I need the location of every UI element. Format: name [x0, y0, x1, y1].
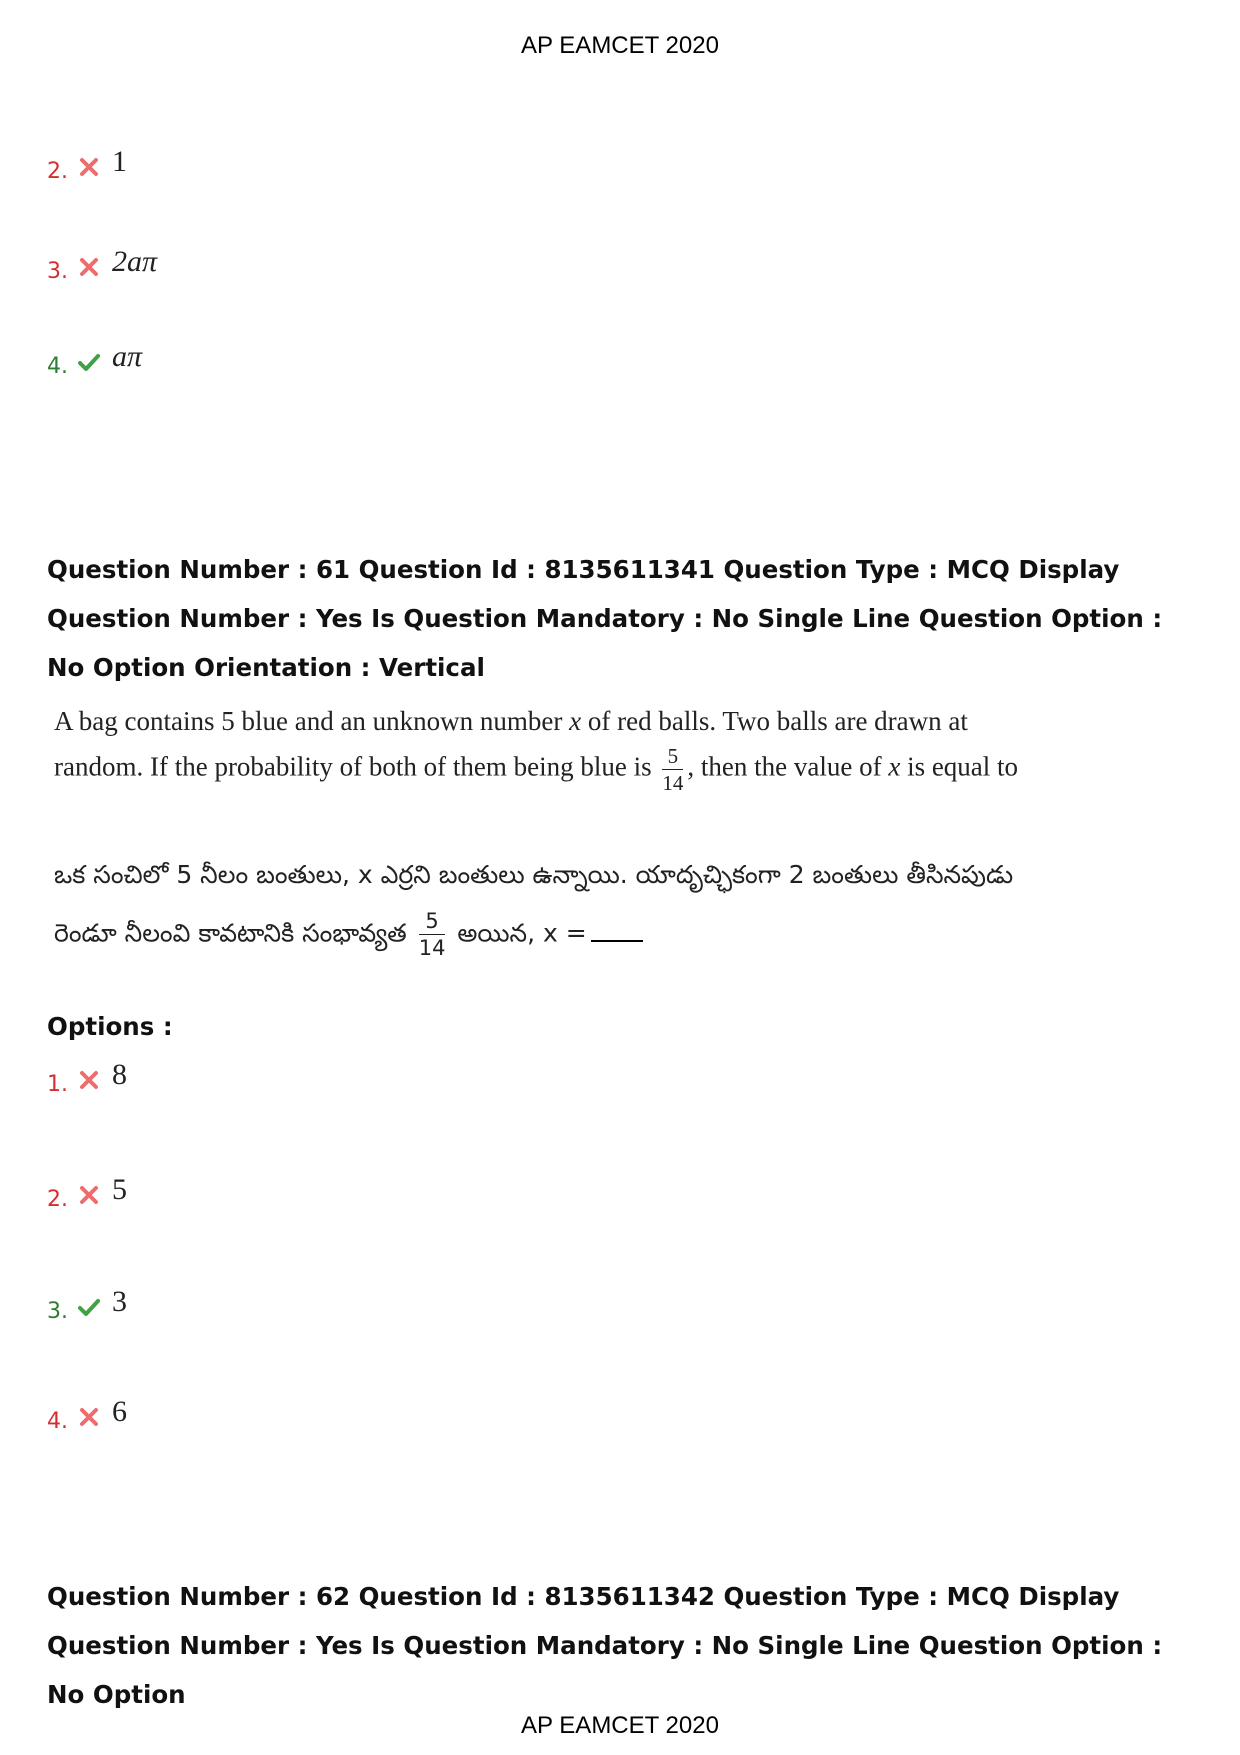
text: అయిన, x =	[457, 918, 587, 948]
fraction-numerator: 5	[662, 745, 683, 770]
option-value: 8	[112, 1058, 127, 1091]
page-footer: AP EAMCET 2020	[521, 1712, 719, 1739]
option-value: 3	[112, 1285, 127, 1318]
option-4[interactable]	[47, 1395, 447, 1435]
answer-blank	[591, 940, 643, 942]
option-1[interactable]	[47, 1058, 447, 1098]
options-label: Options :	[47, 1012, 173, 1041]
option-number: 3.	[47, 1299, 68, 1324]
prev-option-4[interactable]	[47, 340, 447, 380]
option-value: aπ	[112, 340, 143, 373]
prev-option-3[interactable]	[47, 245, 447, 285]
text: is equal to	[900, 751, 1019, 782]
option-number: 4.	[47, 354, 68, 379]
fraction	[419, 910, 446, 959]
variable: x	[888, 751, 901, 782]
page-header: AP EAMCET 2020	[521, 32, 719, 59]
check-icon	[77, 1295, 101, 1319]
text: , then the value of	[687, 751, 889, 782]
option-number: 1.	[47, 1072, 68, 1097]
text: random. If the probability of both of them being blue is	[54, 751, 652, 782]
option-number: 2.	[47, 1187, 68, 1212]
question-61-telugu-line2	[54, 910, 643, 959]
fraction	[662, 745, 683, 794]
question-61-english-line1	[54, 706, 968, 737]
option-value: 5	[112, 1173, 127, 1206]
text: of red balls. Two balls are drawn at	[581, 706, 968, 736]
prev-option-2[interactable]	[47, 145, 447, 185]
question-61-english-line2	[54, 745, 1018, 794]
cross-icon	[77, 1405, 101, 1429]
cross-icon	[77, 1068, 101, 1092]
cross-icon	[77, 155, 101, 179]
option-number: 2.	[47, 159, 68, 184]
text: రెండూ నీలంవి కావటానికి సంభావ్యత	[54, 918, 407, 948]
check-icon	[77, 350, 101, 374]
option-3[interactable]	[47, 1285, 447, 1325]
fraction-numerator: 5	[419, 910, 446, 935]
question-61-meta: Question Number : 61 Question Id : 8135611341 Question Type : MCQ Display Question Number : Yes Is Question Mandatory : No Single Line Question Option : No Option Orientation : Vertical	[47, 555, 1163, 682]
option-value: 2aπ	[112, 245, 158, 278]
variable: x	[569, 706, 582, 736]
text: A bag contains 5 blue and an unknown number	[54, 706, 570, 736]
cross-icon	[77, 255, 101, 279]
fraction-denominator: 14	[418, 936, 446, 960]
option-number: 4.	[47, 1409, 68, 1434]
cross-icon	[77, 1183, 101, 1207]
option-value: 1	[112, 145, 127, 178]
option-2[interactable]	[47, 1173, 447, 1213]
option-number: 3.	[47, 259, 68, 284]
question-61-telugu-line1: ఒక సంచిలో 5 నీలం బంతులు, x ఎర్రని బంతులు ఉన్నాయి. యాదృచ్ఛికంగా 2 బంతులు తీసినపుడు	[54, 860, 1014, 889]
question-62-meta: Question Number : 62 Question Id : 8135611342 Question Type : MCQ Display Question Number : Yes Is Question Mandatory : No Single Line Question Option : No Option	[47, 1582, 1163, 1709]
fraction-denominator: 14	[662, 771, 684, 795]
option-value: 6	[112, 1395, 127, 1428]
